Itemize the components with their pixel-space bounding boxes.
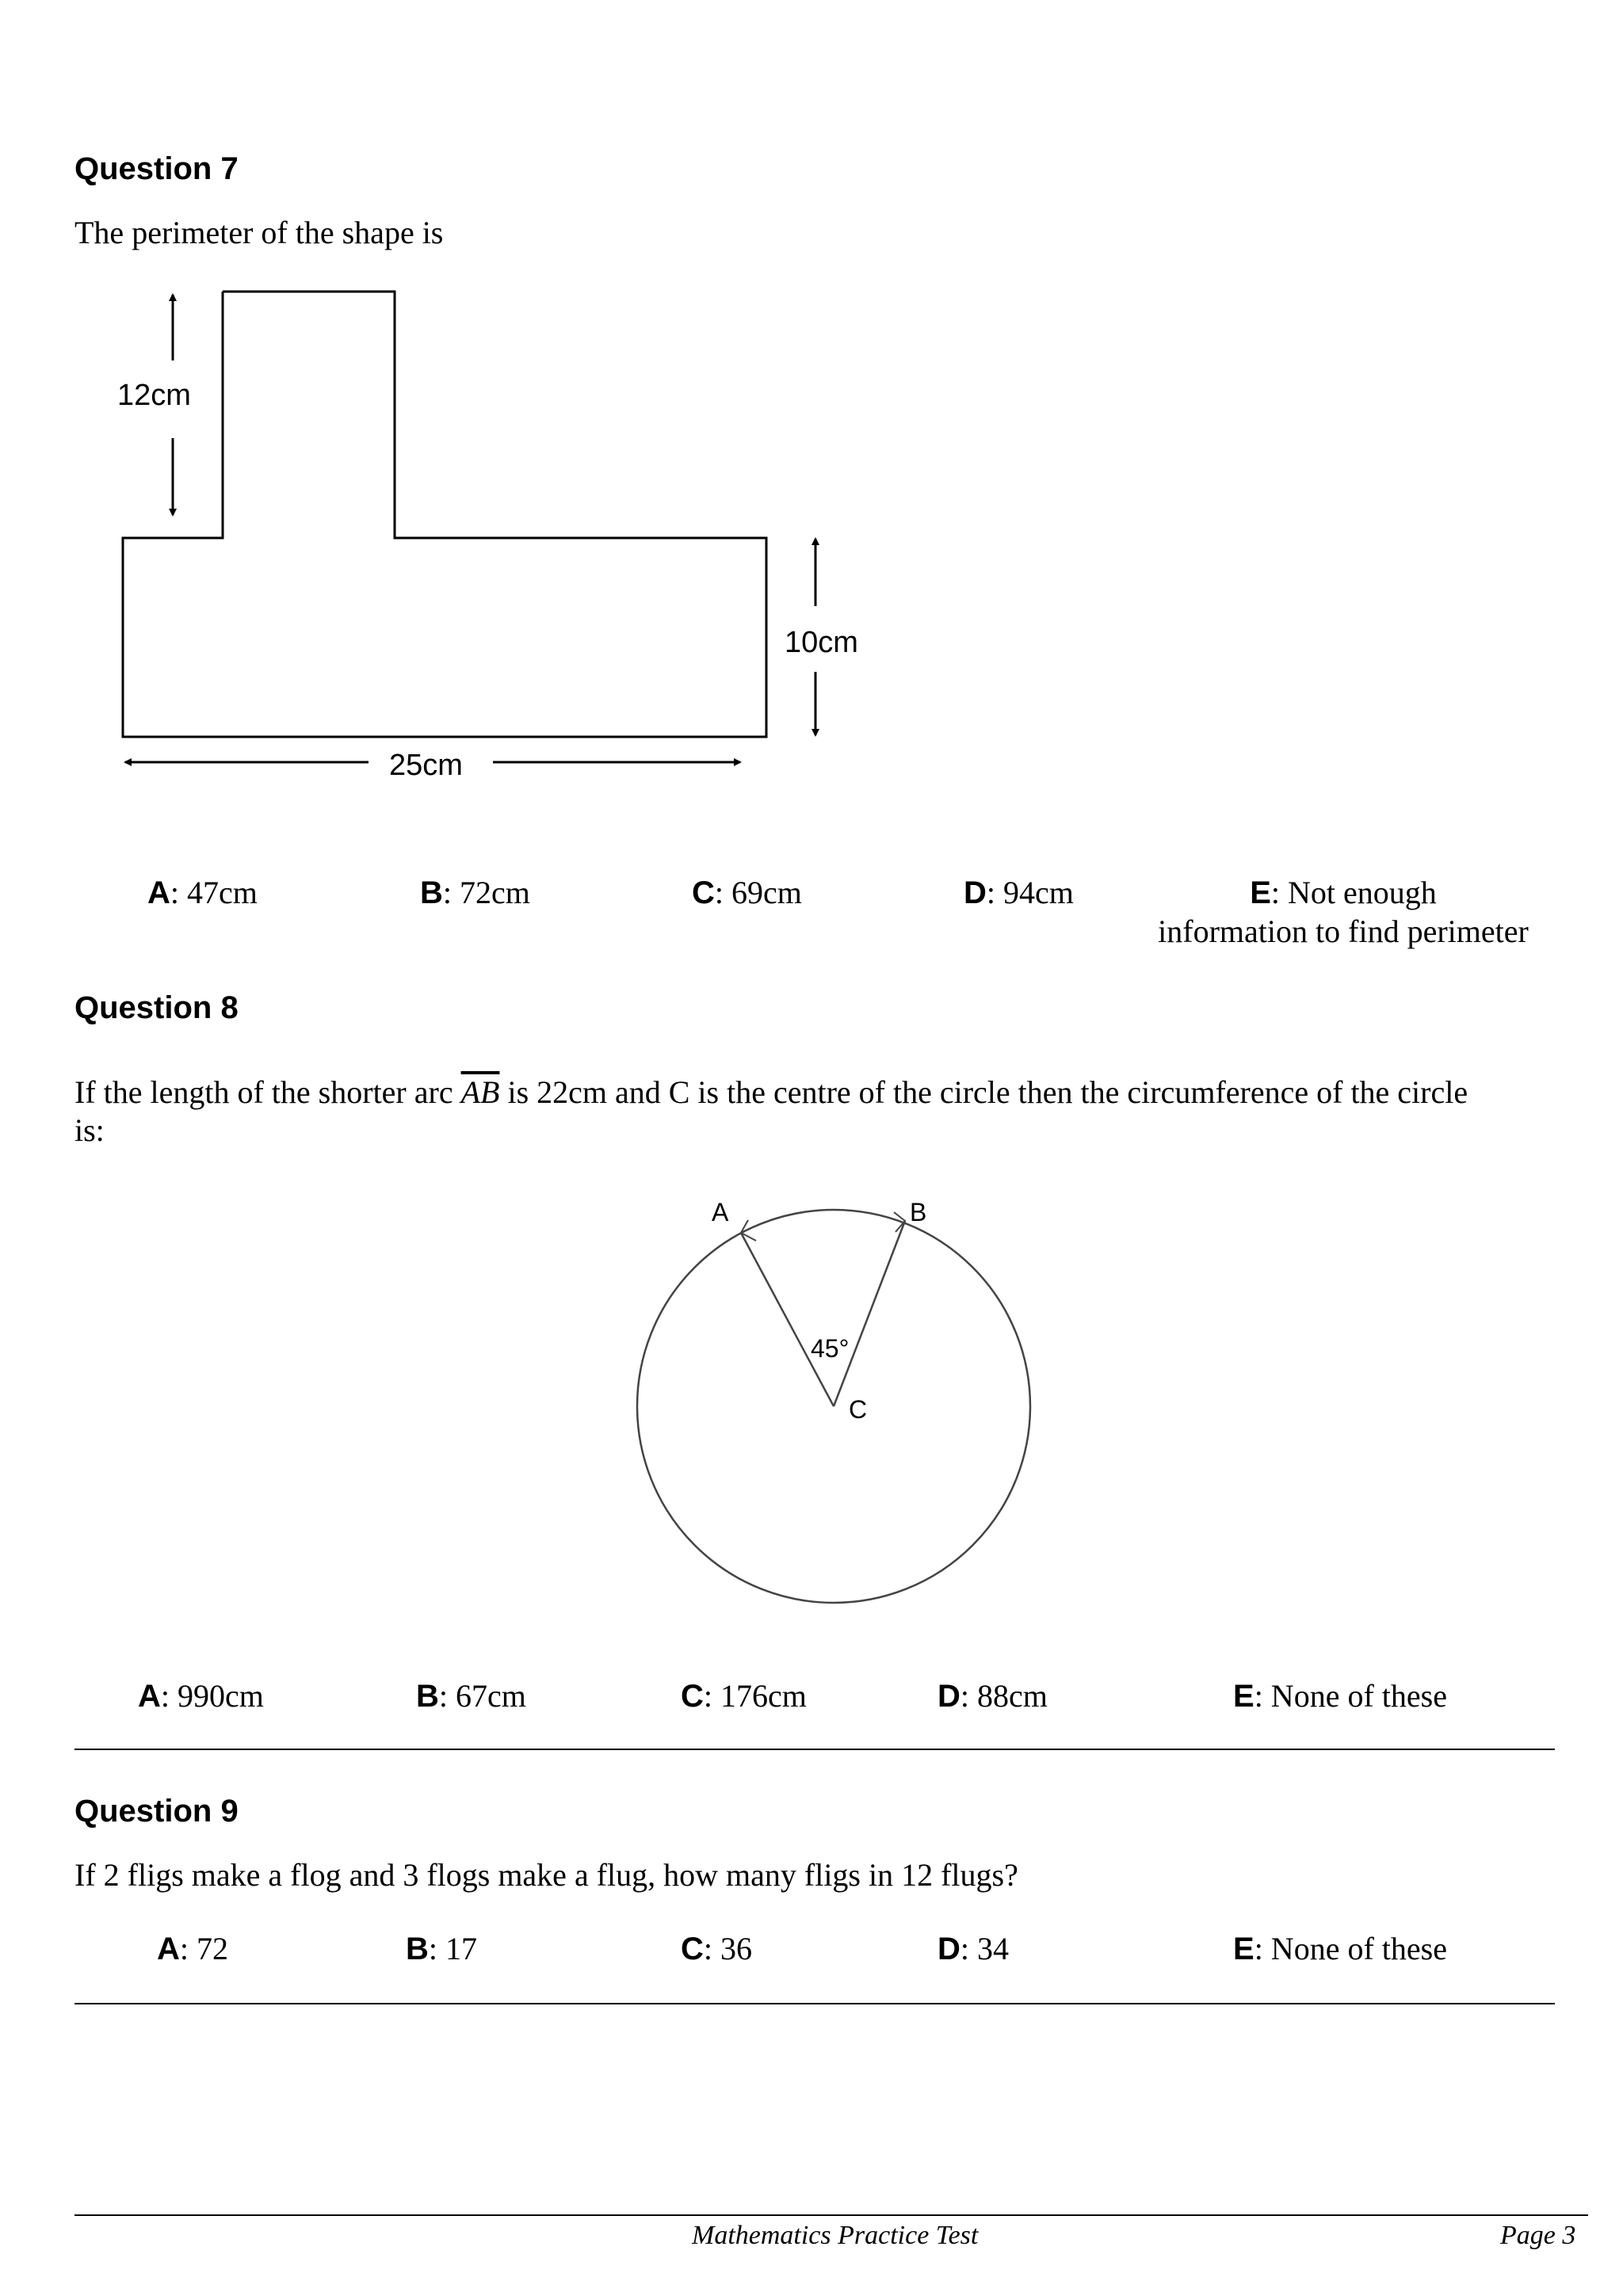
option-text: : 990cm <box>160 1678 264 1714</box>
q8-option-c[interactable] <box>681 1677 807 1715</box>
option-letter: E <box>1233 1932 1254 1966</box>
question-7-prompt: The perimeter of the shape is <box>74 215 444 250</box>
question-7-heading: Question 7 <box>74 151 239 186</box>
option-letter: B <box>420 875 443 910</box>
label-25cm: 25cm <box>389 749 463 782</box>
option-text: : 34 <box>960 1931 1010 1966</box>
divider-after-q9 <box>74 2003 1555 2004</box>
prompt-text: If the length of the shorter arc <box>74 1074 461 1110</box>
option-text: : 94cm <box>986 875 1074 910</box>
option-text: : 67cm <box>438 1678 526 1714</box>
option-text: : Not enough <box>1270 875 1437 910</box>
question-9-prompt: If 2 fligs make a flog and 3 flogs make a flug, how many fligs in 12 flugs? <box>74 1857 1018 1893</box>
option-letter: C <box>681 1679 704 1714</box>
center-c-label: C <box>849 1395 868 1424</box>
option-text: : None of these <box>1254 1678 1447 1714</box>
option-text: : 69cm <box>714 875 802 910</box>
label-12cm: 12cm <box>117 379 191 412</box>
q9-option-a[interactable] <box>157 1930 228 1968</box>
question-9-heading: Question 9 <box>74 1794 239 1829</box>
question-8-heading: Question 8 <box>74 990 239 1025</box>
option-text-line2: information to find perimeter <box>1158 913 1529 949</box>
prompt-text: is 22cm and C is the centre of the circle then the circumference of the circle <box>499 1074 1468 1110</box>
option-text: : 72 <box>179 1931 229 1966</box>
radius-cb <box>834 1221 905 1406</box>
option-letter: D <box>938 1679 960 1714</box>
q9-option-e[interactable] <box>1233 1930 1447 1968</box>
q9-option-c[interactable] <box>681 1930 752 1968</box>
label-10cm: 10cm <box>785 626 858 659</box>
option-letter: D <box>964 875 987 910</box>
footer-page-number: Page 3 <box>1500 2221 1576 2250</box>
question-8-prompt-line2: is: <box>74 1112 105 1148</box>
radius-ca <box>741 1233 834 1406</box>
option-text: : None of these <box>1254 1931 1447 1966</box>
option-text: : 36 <box>703 1931 753 1966</box>
footer-rule <box>74 2214 1588 2216</box>
q8-option-d[interactable] <box>938 1677 1048 1715</box>
option-letter: C <box>681 1932 704 1966</box>
angle-label: 45° <box>811 1334 850 1363</box>
footer-title: Mathematics Practice Test <box>692 2221 979 2250</box>
option-letter: B <box>406 1932 429 1966</box>
q8-option-b[interactable] <box>416 1677 526 1715</box>
option-text: : 88cm <box>960 1678 1048 1714</box>
q8-option-e[interactable] <box>1233 1677 1447 1715</box>
option-letter: A <box>138 1679 161 1714</box>
q9-option-d[interactable] <box>938 1930 1009 1968</box>
divider-after-q8 <box>74 1749 1555 1750</box>
option-text: : 17 <box>428 1931 478 1966</box>
option-letter: A <box>147 875 170 910</box>
option-letter: B <box>416 1679 439 1714</box>
q9-option-b[interactable] <box>406 1930 477 1968</box>
arc-ab-label: $\overline{AB}$ <box>460 1074 500 1110</box>
option-letter: C <box>692 875 715 910</box>
option-letter: E <box>1233 1679 1254 1714</box>
option-letter: E <box>1250 875 1271 910</box>
option-letter: A <box>157 1932 180 1966</box>
option-text: : 47cm <box>170 875 258 910</box>
q8-option-a[interactable] <box>138 1677 264 1715</box>
point-b-label: B <box>910 1198 927 1226</box>
option-text: : 72cm <box>442 875 530 910</box>
point-a-label: A <box>712 1198 729 1226</box>
option-text: : 176cm <box>703 1678 807 1714</box>
option-letter: D <box>938 1932 960 1966</box>
